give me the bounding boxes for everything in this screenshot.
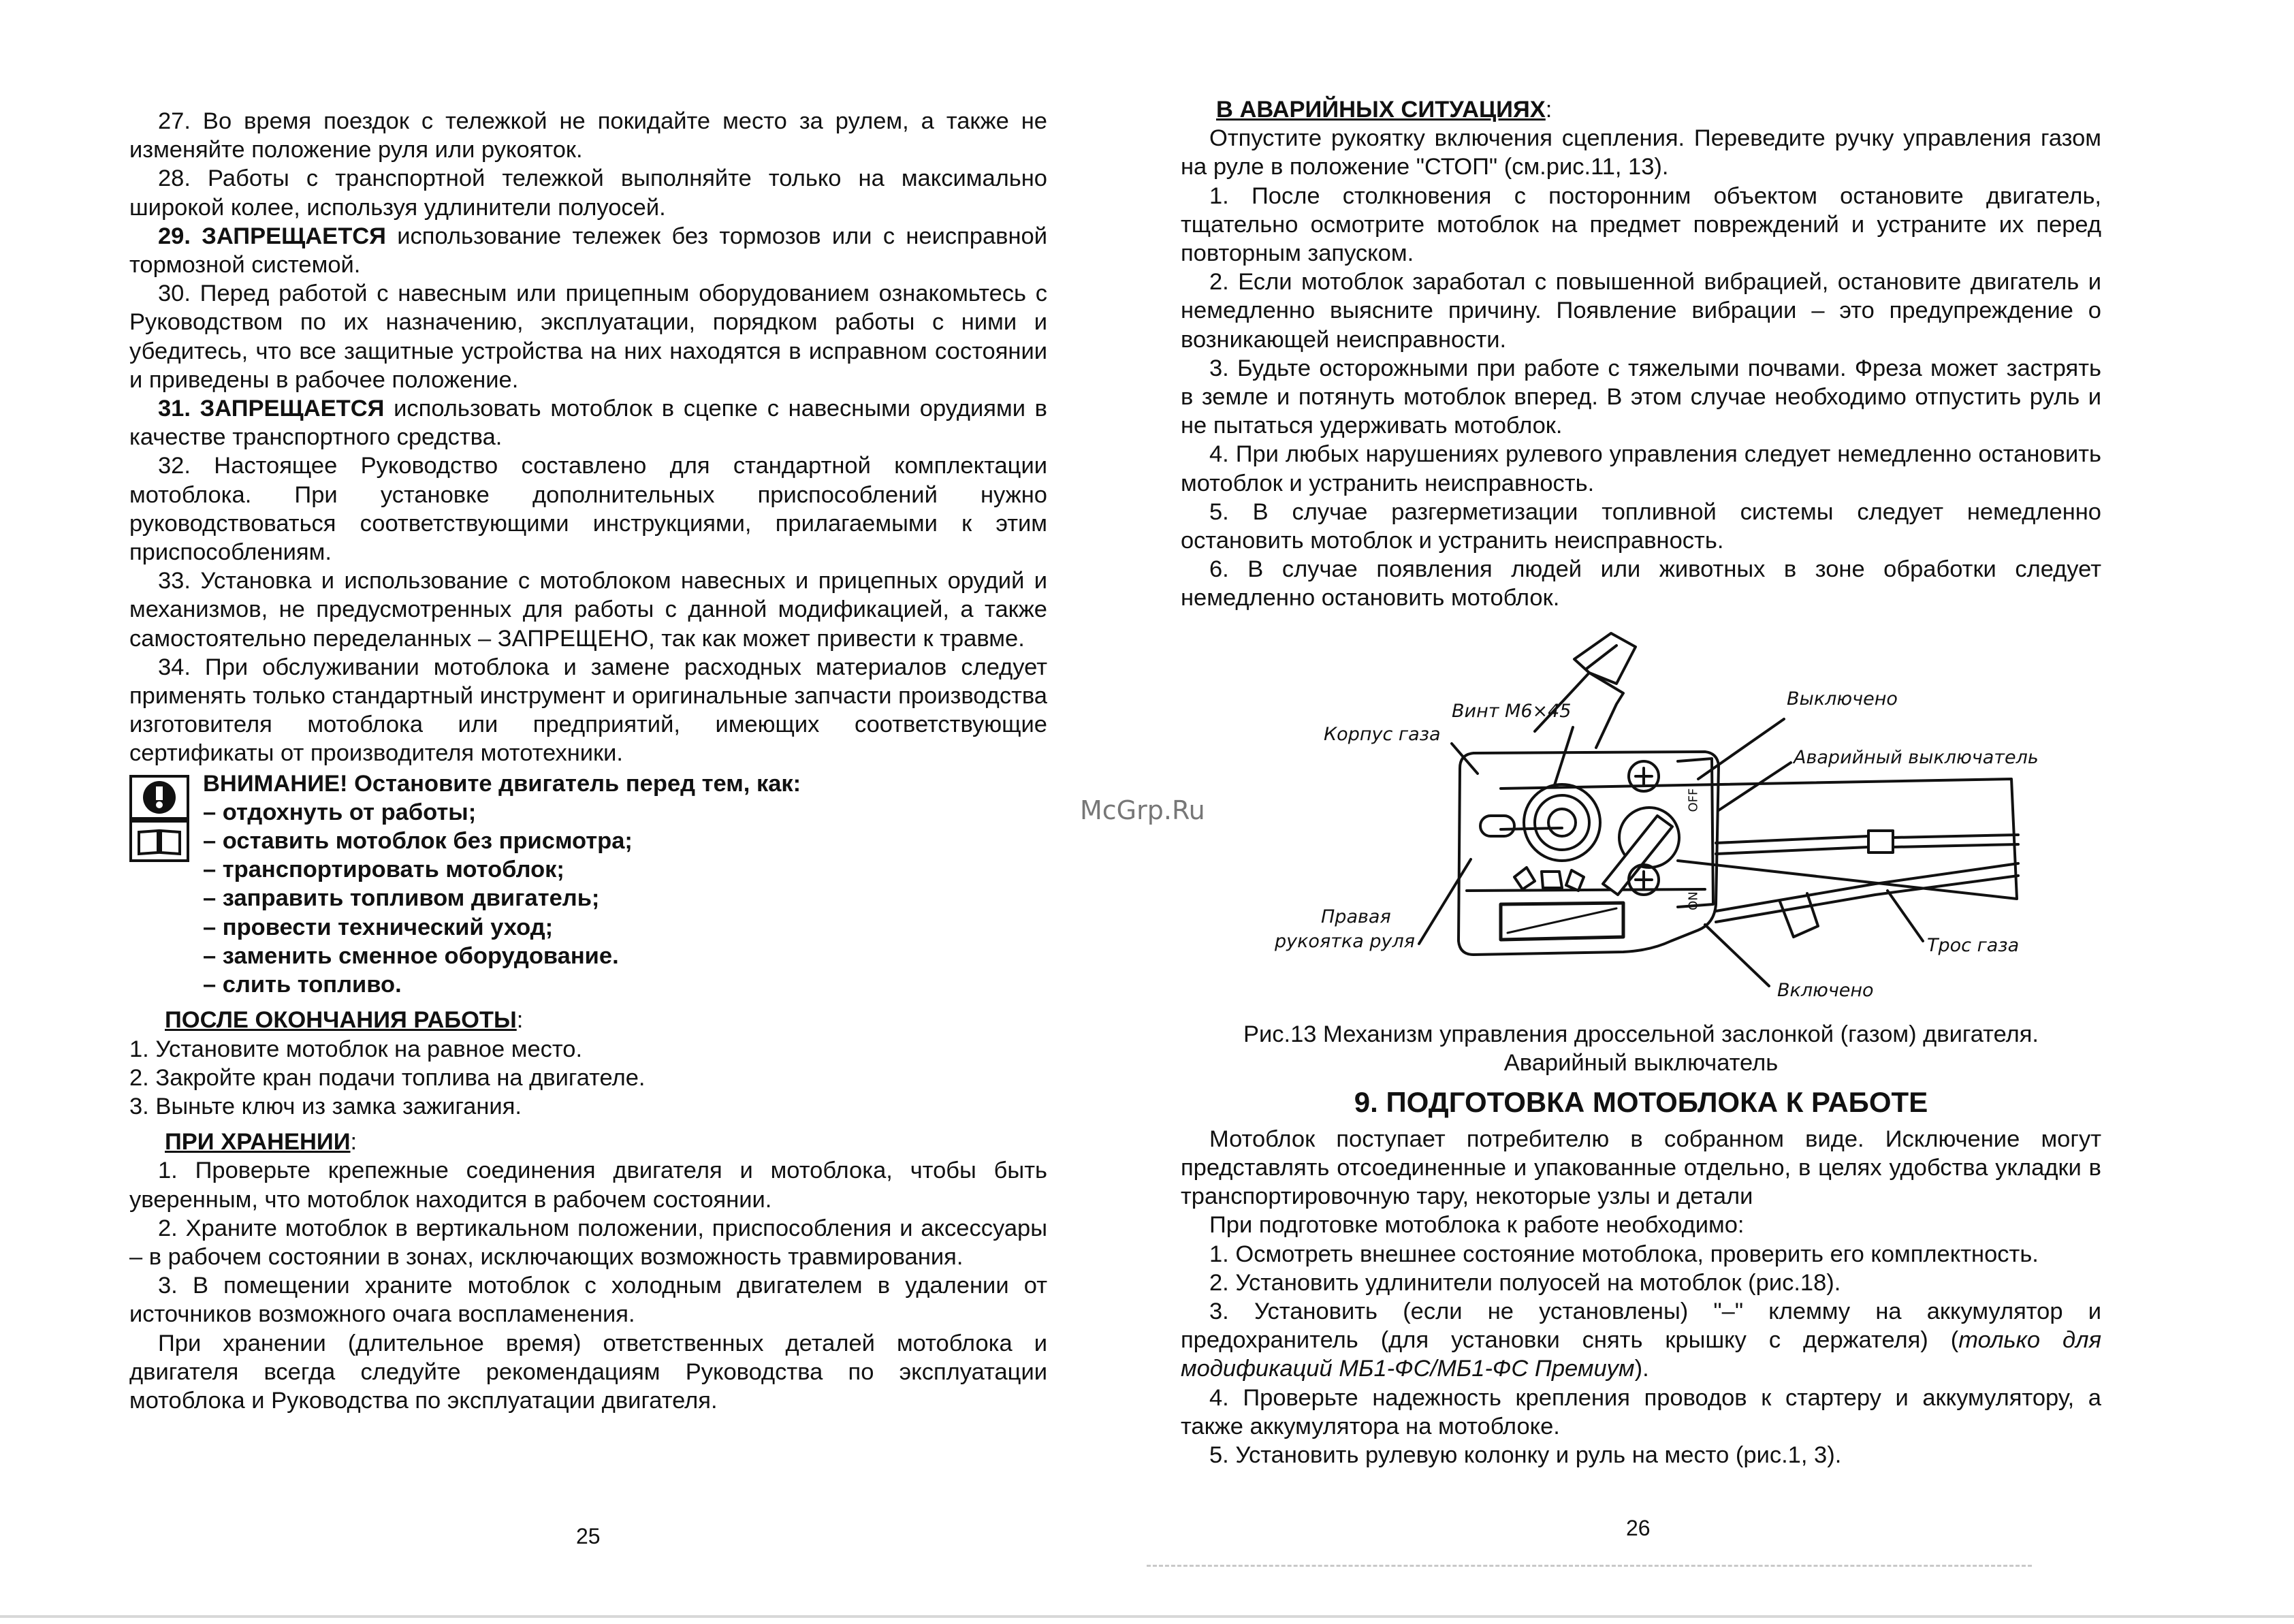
emergency-heading-line: В АВАРИЙНЫХ СИТУАЦИЯХ: [1216,97,1552,123]
after-work-item: 1. Установите мотоблок на равное место. [129,1036,583,1062]
scan-dashed-line [1147,1565,2032,1569]
after-work-heading: ПОСЛЕ ОКОНЧАНИЯ РАБОТЫ [165,1007,517,1034]
right-column [1181,95,2101,1469]
section-item-4: 4. Проверьте надежность крепления проводов к стартеру и аккумулятору, а также аккумулятора на мотоблоке. [1181,1384,2101,1439]
storage-item: При хранении (длительное время) ответственных деталей мотоблока и двигателя всегда следуйте рекомендациям Руководства по эксплуатации мотоблока и Руководства по эксплуатации двигателя. [129,1330,1047,1414]
warning-title: ВНИМАНИЕ! Остановите двигатель перед тем, как: [203,770,801,797]
throttle-figure [1181,618,2101,1013]
section-item-3-text: 3. Установить (если не установлены) "–" клемму на аккумулятор и предохранитель (для установки снять крышку с держателя) ( [1181,1299,2101,1354]
emergency-item: 5. В случае разгерметизации топливной системы следует немедленно остановить мотоблок и устранить неисправность. [1181,498,2101,554]
label-vint: Винт М6×45 [1452,700,1572,722]
warning-item: – транспортировать мотоблок; [203,857,564,883]
label-tros-gaza: Трос газа [1927,934,2020,956]
warning-item: – отдохнуть от работы; [203,799,477,825]
emergency-item: 3. Будьте осторожными при работе с тяжелыми почвами. Фреза может застрять в земле и потянуть мотоблок вперед. В этом случае необходимо отпустить руль и не пытаться удерживать мотоблок. [1181,355,2101,439]
paragraph-27: 27. Во время поездок с тележкой не покидайте место за рулем, а также не изменяйте положение руля или рукояток. [129,108,1047,163]
section-item-3 [1181,1297,2101,1384]
label-off: OFF [1686,788,1701,812]
after-work-heading-line: ПОСЛЕ ОКОНЧАНИЯ РАБОТЫ: [165,1007,524,1034]
paragraph-34: 34. При обслуживании мотоблока и замене расходных материалов следует применять только стандартный инструмент и оригинальные запчасти производства изготовителя мотоблока или предприятий, имеющих соответствующие сертификаты от производителя мототехники. [129,654,1047,767]
after-work-item: 3. Выньте ключ из замка зажигания. [129,1093,522,1119]
storage-item: 3. В помещении храните мотоблок с холодным двигателем в удалении от источников возможного очага воспламенения. [129,1273,1047,1328]
section-intro: Мотоблок поступает потребителю в собранном виде. Исключение могут представлять отсоединенные и упакованные отдельно, в целях удобства укладки в транспортировочную тару, некоторые узлы и детали [1181,1126,2101,1210]
warning-icons [128,774,191,870]
label-on: ON [1686,891,1701,910]
emergency-item: 6. В случае появления людей или животных в зоне обработки следует немедленно остановить мотоблок. [1181,556,2101,611]
storage-item: 2. Храните мотоблок в вертикальном положении, приспособления и аксессуары – в рабочем состоянии в зонах, исключающих возможность травмирования. [129,1215,1047,1270]
prohibited-label: 31. ЗАПРЕЩАЕТСЯ [158,396,385,422]
warning-item: – заменить сменное оборудование. [203,942,619,969]
paragraph-29 [129,222,1047,279]
warning-item: – заправить топливом двигатель; [203,885,600,912]
section-item-3-end: ). [1634,1356,1649,1382]
paragraph-32: 32. Настоящее Руководство составлено для стандартной комплектации мотоблока. При установке дополнительных приспособлений нужно руководствоваться соответствующими инструкциями, прилагаемыми к этим приспособлениям. [129,453,1047,566]
prohibited-label: 29. ЗАПРЕЩАЕТСЯ [158,223,386,249]
watermark: McGrp.Ru [1080,795,1205,825]
storage-heading: ПРИ ХРАНЕНИИ [165,1129,351,1156]
emergency-item: 4. При любых нарушениях рулевого управления следует немедленно остановить мотоблок и устранить неисправность. [1181,441,2101,496]
paragraph-33: 33. Установка и использование с мотоблоком навесных и прицепных орудий и механизмов, не предусмотренных для работы с данной модификацией, а также самостоятельно переделанных – ЗАПРЕЩЕНО, так как может привести к травме. [129,568,1047,652]
warning-item: – слить топливо. [203,972,402,998]
label-korpus-gaza: Корпус газа [1324,723,1441,745]
paragraph-31-text: использовать мотоблок в сцепке с навесными орудиями в качестве транспортного средства. [129,396,1047,451]
section-item-3-italic: только для модификаций МБ1-ФС/МБ1-ФС Премиум [1181,1327,2101,1382]
emergency-heading: В АВАРИЙНЫХ СИТУАЦИЯХ [1216,97,1546,123]
paragraph-29-text: использование тележек без тормозов или с неисправной тормозной системой. [129,223,1047,278]
warning-item: – оставить мотоблок без присмотра; [203,828,633,855]
label-pravaya: Правая [1321,906,1391,927]
label-avariyny-vyklyuchatel: Аварийный выключатель [1794,746,2039,768]
storage-item: 1. Проверьте крепежные соединения двигателя и мотоблока, чтобы быть уверенным, что мотоблок находится в рабочем состоянии. [129,1158,1047,1213]
section-item: 1. Осмотреть внешнее состояние мотоблока, проверить его комплектность. [1209,1241,2039,1267]
scan-bottom-edge [0,1615,2294,1618]
section-title: 9. ПОДГОТОВКА МОТОБЛОКА К РАБОТЕ [1354,1085,1928,1118]
page-number-right: 26 [1626,1516,1651,1540]
section-item-5: 5. Установить рулевую колонку и руль на место (рис.1, 3). [1209,1442,1842,1469]
after-work-item: 2. Закройте кран подачи топлива на двигателе. [129,1064,646,1091]
paragraph-31 [129,394,1047,451]
section-need: При подготовке мотоблока к работе необходимо: [1209,1212,1745,1239]
paragraph-30: 30. Перед работой с навесным или прицепным оборудованием ознакомьтесь с Руководством по их назначению, эксплуатации, порядком работы с ними и убедитесь, что все защитные устройства на них находятся в исправном состоянии и приведены в рабочее положение. [129,281,1047,393]
paragraph-28: 28. Работы с транспортной тележкой выполняйте только на максимально широкой колее, используя удлинители полуосей. [129,165,1047,221]
label-vyklyucheno: Выключено [1787,688,1898,710]
page-right [1147,0,2294,1624]
warning-item: – провести технический уход; [203,914,554,940]
storage-heading-line: ПРИ ХРАНЕНИИ: [165,1129,357,1156]
emergency-item: 2. Если мотоблок заработал с повышенной вибрацией, остановите двигатель и немедленно выясните причину. Появление вибрации – это предупреждение о возникающей неисправности. [1181,269,2101,353]
figure-caption-line1: Рис.13 Механизм управления дроссельной заслонкой (газом) двигателя. [1243,1021,2039,1047]
emergency-intro: Отпустите рукоятку включения сцепления. Переведите ручку управления газом на руле в положение "СТОП" (см.рис.11, 13). [1181,125,2101,180]
exclamation-icon [128,774,191,863]
left-column [129,107,1047,1415]
section-item: 2. Установить удлинители полуосей на мотоблок (рис.18). [1209,1269,1841,1296]
figure-caption-line2: Аварийный выключатель [1503,1049,1779,1076]
page-number-left: 25 [576,1524,601,1548]
emergency-item: 1. После столкновения с посторонним объектом остановите двигатель, тщательно осмотрите мотоблок на предмет повреждений и устраните их перед повторным запуском. [1181,182,2101,267]
label-vklyucheno: Включено [1777,979,1874,1001]
warning-block [129,769,1047,1000]
label-rukoyatka-rulya: рукоятка руля [1275,930,1415,952]
